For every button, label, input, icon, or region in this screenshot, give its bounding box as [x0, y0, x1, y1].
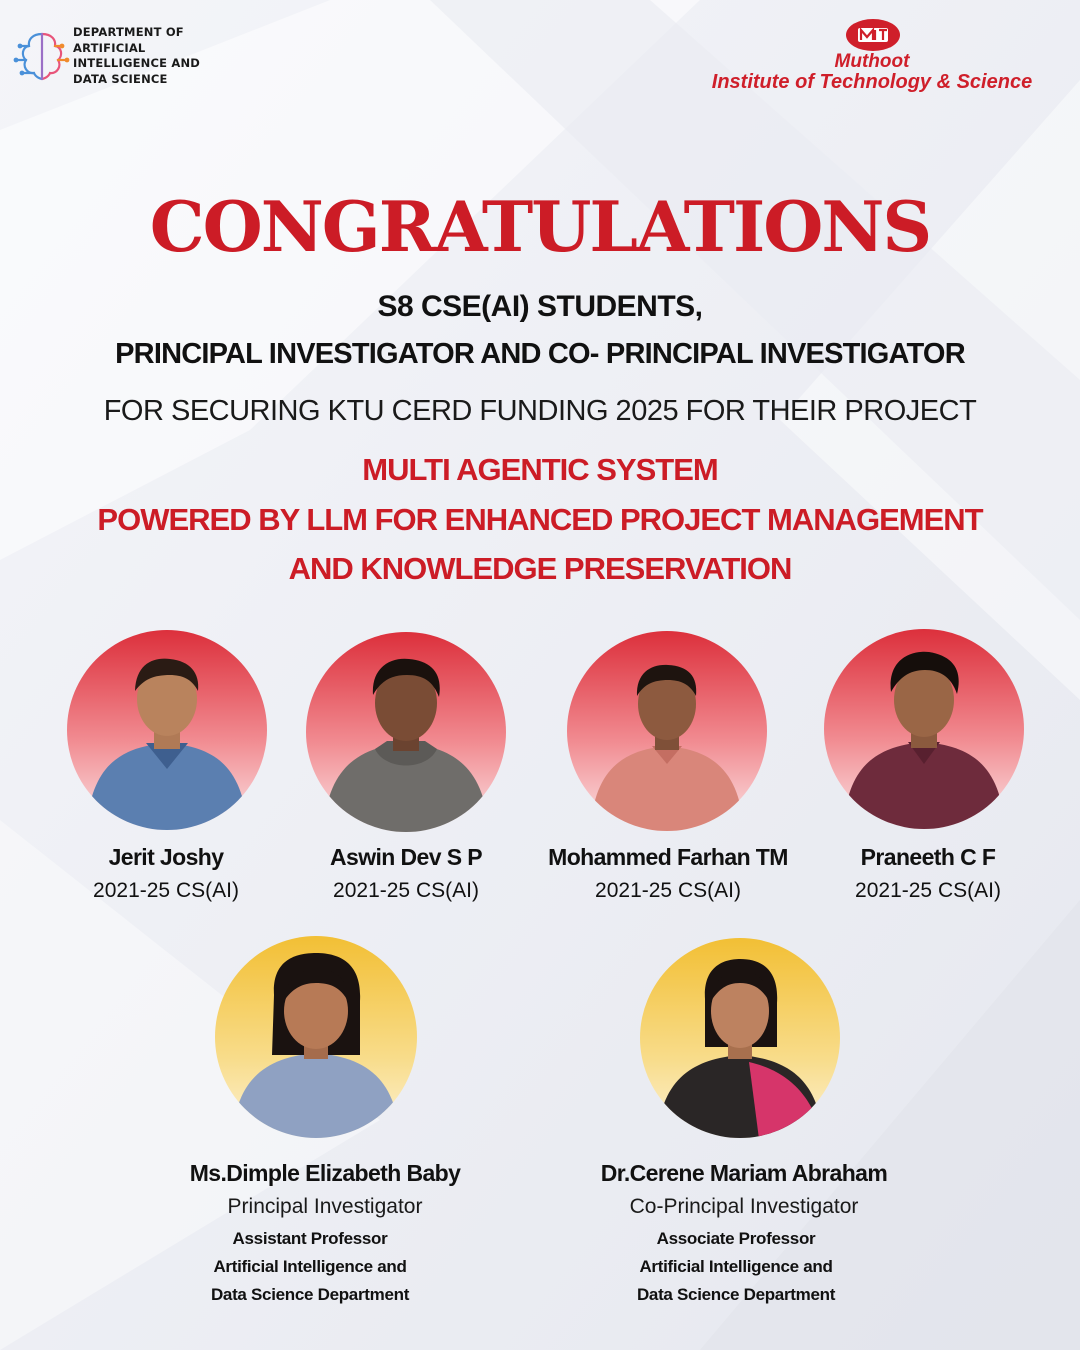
faculty-photo-cerene [639, 937, 841, 1139]
institute-name [690, 51, 1054, 93]
faculty-role: Co-Principal Investigator [629, 1195, 859, 1218]
student-batch: 2021-25 CS(AI) [855, 879, 1001, 902]
faculty-designation-line: Assistant Professor [232, 1229, 388, 1248]
student-name: Aswin Dev S P [330, 844, 482, 870]
project-title-line-2: POWERED BY LLM FOR ENHANCED PROJECT MANAGEMENT [97, 502, 983, 537]
student-name: Mohammed Farhan TM [548, 844, 788, 870]
project-title-line-1: MULTI AGENTIC SYSTEM [362, 452, 718, 487]
department-line-1: DEPARTMENT OF [73, 25, 184, 39]
student-batch: 2021-25 CS(AI) [93, 879, 239, 902]
student-name: Praneeth C F [860, 844, 996, 870]
project-title-line-3: AND KNOWLEDGE PRESERVATION [288, 551, 792, 586]
subtitle-investigators: PRINCIPAL INVESTIGATOR AND CO- PRINCIPAL INVESTIGATOR [115, 338, 965, 370]
faculty-designation-line: Data Science Department [636, 1285, 836, 1304]
student-batch: 2021-25 CS(AI) [333, 879, 479, 902]
faculty-name: Dr.Cerene Mariam Abraham [600, 1160, 888, 1186]
faculty-designation-line: Data Science Department [210, 1285, 410, 1304]
brain-circuit-icon [12, 26, 72, 86]
department-line-4: DATA SCIENCE [73, 71, 168, 86]
faculty-designation-line: Artificial Intelligence and [213, 1257, 407, 1276]
department-line-2: ARTIFICIAL [73, 40, 146, 55]
headline: CONGRATULATIONS [149, 187, 931, 268]
institute-emblem-icon [843, 17, 903, 53]
student-name: Jerit Joshy [108, 844, 224, 870]
student-photo-mohammed-farhan [566, 630, 768, 832]
department-logo-text [73, 25, 243, 87]
institute-name-line-2: Institute of Technology & Science [711, 71, 1033, 93]
institute-name-line-1: Muthoot [834, 51, 910, 72]
faculty-designation-line: Associate Professor [656, 1229, 816, 1248]
subtitle-students: S8 CSE(AI) STUDENTS, [377, 290, 703, 323]
faculty-photo-dimple [214, 935, 418, 1139]
department-line-3: INTELLIGENCE AND [73, 56, 201, 70]
faculty-designation [145, 1225, 475, 1309]
student-batch: 2021-25 CS(AI) [595, 879, 741, 902]
subtitle-funding: FOR SECURING KTU CERD FUNDING 2025 FOR THEIR PROJECT [103, 395, 977, 427]
student-photo-praneeth [823, 628, 1025, 830]
faculty-designation-line: Artificial Intelligence and [639, 1257, 833, 1276]
faculty-name: Ms.Dimple Elizabeth Baby [189, 1160, 461, 1186]
student-photo-aswin-dev [305, 631, 507, 833]
student-photo-jerit-joshy [66, 629, 268, 831]
faculty-designation [571, 1225, 901, 1309]
faculty-role: Principal Investigator [227, 1195, 423, 1218]
